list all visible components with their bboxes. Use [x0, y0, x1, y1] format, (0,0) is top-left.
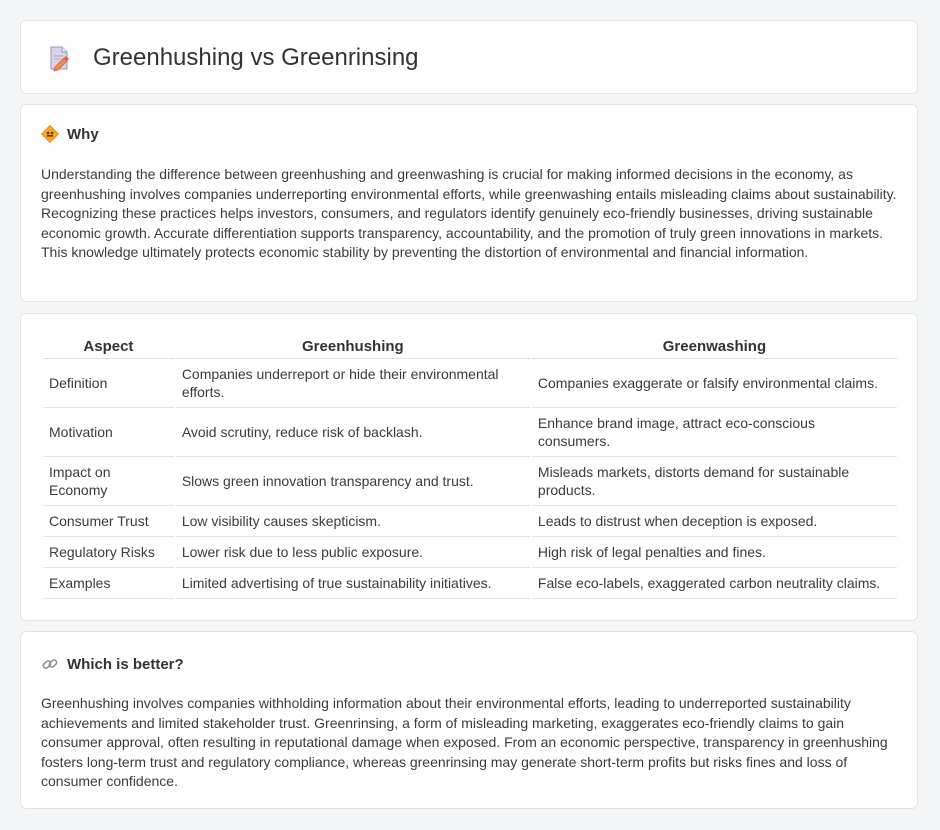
- table-row: [43, 506, 897, 537]
- link-icon: [41, 655, 59, 673]
- better-heading-row: [41, 655, 184, 673]
- row-greenwashing: Misleads markets, distorts demand for sustainable products.: [532, 457, 897, 506]
- better-heading: Which is better?: [67, 655, 184, 673]
- row-greenhushing: Lower risk due to less public exposure.: [176, 537, 530, 568]
- why-card: [20, 104, 918, 302]
- row-greenhushing: Slows green innovation transparency and trust.: [176, 457, 530, 506]
- comparison-table: [41, 334, 899, 599]
- header-greenwashing: Greenwashing: [532, 334, 897, 359]
- row-aspect: Regulatory Risks: [43, 537, 174, 568]
- document-pencil-icon: [45, 44, 73, 72]
- comparison-card: [20, 313, 918, 621]
- table-row: [43, 537, 897, 568]
- why-text: Understanding the difference between greenhushing and greenwashing is crucial for making informed decisions in the economy, as greenhushing involves companies underreporting environmental efforts, while greenwashing entails misleading claims about sustainability. Recognizing these practices helps investors, consumers, and regulators identify genuinely eco-friendly businesses, driving sustainable economic growth. Accurate differentiation supports transparency, accountability, and the promotion of truly green innovations in markets. This knowledge ultimately protects economic stability by preventing the distortion of environmental and financial information.: [41, 166, 897, 260]
- row-greenwashing: False eco-labels, exaggerated carbon neutrality claims.: [532, 568, 897, 599]
- why-heading-row: [41, 125, 99, 143]
- row-greenhushing: Companies underreport or hide their environmental efforts.: [176, 359, 530, 408]
- which-is-better-card: [20, 631, 918, 809]
- table-header-row: [43, 334, 897, 359]
- table-row: [43, 408, 897, 457]
- better-text: Greenhushing involves companies withholding information about their environmental efforts, leading to underreported sustainability achievements and limited stakeholder trust. Greenrinsing, a form of misleading marketing, exaggerates eco-friendly claims to gain consumer approval, often resulting in reputational damage when exposed. From an economic perspective, transparency in greenhushing fosters long-term trust and regulatory compliance, whereas greenrinsing may generate short-term profits but risks fines and loss of consumer confidence.: [41, 695, 888, 789]
- header-greenhushing: Greenhushing: [176, 334, 530, 359]
- title-wrap: [45, 21, 419, 95]
- row-aspect: Examples: [43, 568, 174, 599]
- page-title: Greenhushing vs Greenrinsing: [93, 44, 419, 71]
- table-row: [43, 359, 897, 408]
- row-greenwashing: Companies exaggerate or falsify environmental claims.: [532, 359, 897, 408]
- why-heading: Why: [67, 125, 99, 143]
- table-row: [43, 457, 897, 506]
- header-aspect: Aspect: [43, 334, 174, 359]
- row-aspect: Consumer Trust: [43, 506, 174, 537]
- row-greenhushing: Avoid scrutiny, reduce risk of backlash.: [176, 408, 530, 457]
- row-greenhushing: Limited advertising of true sustainability initiatives.: [176, 568, 530, 599]
- table-row: [43, 568, 897, 599]
- warning-sign-icon: [41, 125, 59, 143]
- row-greenwashing: High risk of legal penalties and fines.: [532, 537, 897, 568]
- row-greenwashing: Enhance brand image, attract eco-conscious consumers.: [532, 408, 897, 457]
- row-aspect: Definition: [43, 359, 174, 408]
- row-greenhushing: Low visibility causes skepticism.: [176, 506, 530, 537]
- row-aspect: Motivation: [43, 408, 174, 457]
- header-card: [20, 20, 918, 94]
- row-greenwashing: Leads to distrust when deception is exposed.: [532, 506, 897, 537]
- row-aspect: Impact on Economy: [43, 457, 174, 506]
